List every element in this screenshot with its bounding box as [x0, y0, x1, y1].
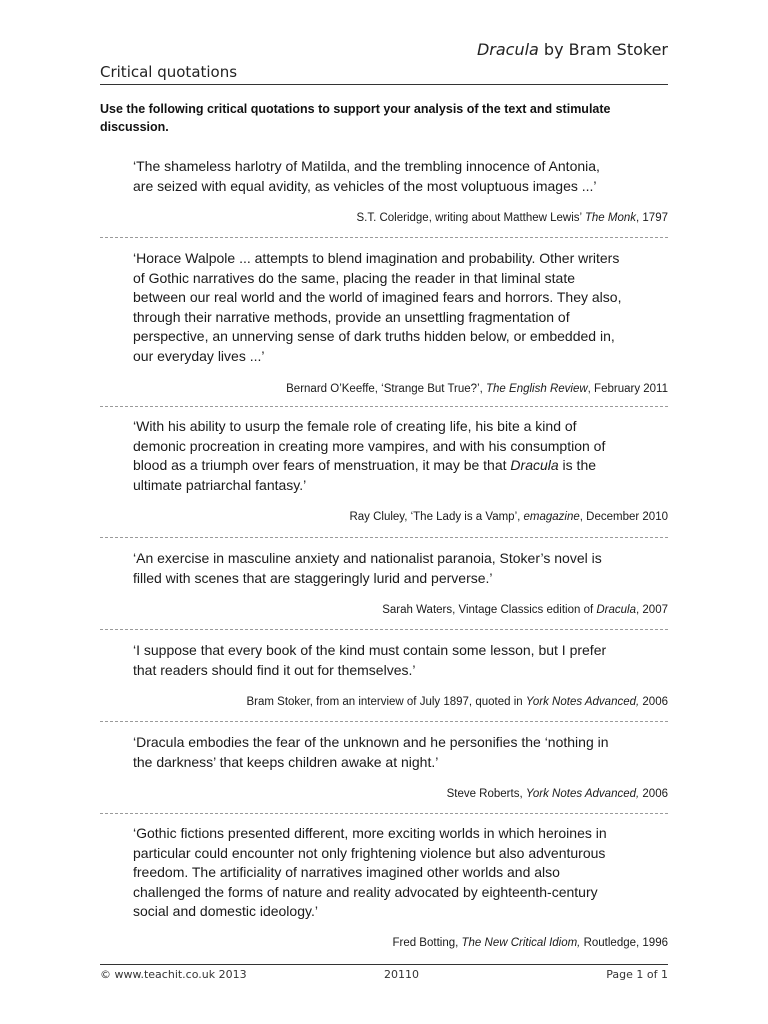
quote-item [100, 249, 668, 396]
quote-item [100, 824, 668, 950]
section-title: Critical quotations [100, 63, 238, 81]
quote-text: ‘An exercise in masculine anxiety and nationalist paranoia, Stoker’s novel is filled with scenes that are staggeringly lurid and perverse.’ [133, 550, 602, 586]
quote-text: ‘I suppose that every book of the kind must contain some lesson, but I prefer that readers should find it out for themselves.’ [133, 642, 607, 678]
document-title [477, 40, 668, 59]
quote-separator [100, 406, 668, 407]
footer-page-number: Page 1 of 1 [606, 968, 668, 981]
quote-separator [100, 629, 668, 630]
quote-text: ‘Gothic fictions presented different, more exciting worlds in which heroines in particular could encounter not only frightening violence but also adventurous freedom. The artificiality of narratives imagined other worlds and also challenged the forms of nature and reality advocated by eighteenth-century social and domestic ideology.’ [133, 825, 607, 920]
work-title: Dracula [476, 40, 539, 59]
quote-item [100, 641, 668, 709]
footer-resource-code: 20110 [384, 968, 419, 981]
quote-text: ‘Dracula embodies the fear of the unknown and he personifies the ‘nothing in the darkness’ that keeps children awake at night.’ [133, 734, 609, 770]
author-byline: by Bram Stoker [538, 40, 668, 59]
quote-item [100, 549, 668, 617]
quote-item [100, 733, 668, 801]
quote-source: Bram Stoker, from an interview of July 1897, quoted in York Notes Advanced, 2006 [246, 696, 668, 709]
footer-divider [100, 964, 668, 965]
quote-separator [100, 237, 668, 238]
quote-source: Fred Botting, The New Critical Idiom, Routledge, 1996 [392, 936, 668, 949]
footer-copyright: © www.teachit.co.uk 2013 [100, 968, 247, 981]
quote-source: S.T. Coleridge, writing about Matthew Lewis’ The Monk, 1797 [356, 212, 668, 225]
quote-source: Bernard O’Keeffe, ‘Strange But True?’, The English Review, February 2011 [286, 382, 668, 395]
intro-instruction: Use the following critical quotations to support your analysis of the text and stimulate discussion. [100, 102, 611, 134]
quote-source: Ray Cluley, ‘The Lady is a Vamp’, emagazine, December 2010 [349, 511, 668, 524]
quote-text: ‘With his ability to usurp the female role of creating life, his bite a kind of demonic procreation in creating more vampires, and with his consumption of blood as a triumph over fears of menstruation, it may be that Dracula is the ultimate patriarchal fantasy.’ [133, 418, 606, 493]
quote-separator [100, 813, 668, 814]
quote-source: Sarah Waters, Vintage Classics edition of Dracula, 2007 [382, 604, 668, 617]
quote-text: ‘The shameless harlotry of Matilda, and the trembling innocence of Antonia, are seized with equal avidity, as vehicles of the most voluptuous images ...’ [133, 158, 600, 194]
quote-item [100, 417, 668, 524]
quote-separator [100, 721, 668, 722]
header-divider [100, 84, 668, 85]
quote-separator [100, 537, 668, 538]
quote-source: Steve Roberts, York Notes Advanced, 2006 [446, 788, 668, 801]
quote-item [100, 157, 668, 225]
quote-text: ‘Horace Walpole ... attempts to blend imagination and probability. Other writers of Gothic narratives do the same, placing the reader in that liminal state between our real world and the world of imagined fears and horrors. They also, through their narrative methods, provide an unsettling fragmentation of perspective, an unnerving sense of dark truths hidden below, or embedded in, our everyday lives ...’ [133, 250, 622, 364]
